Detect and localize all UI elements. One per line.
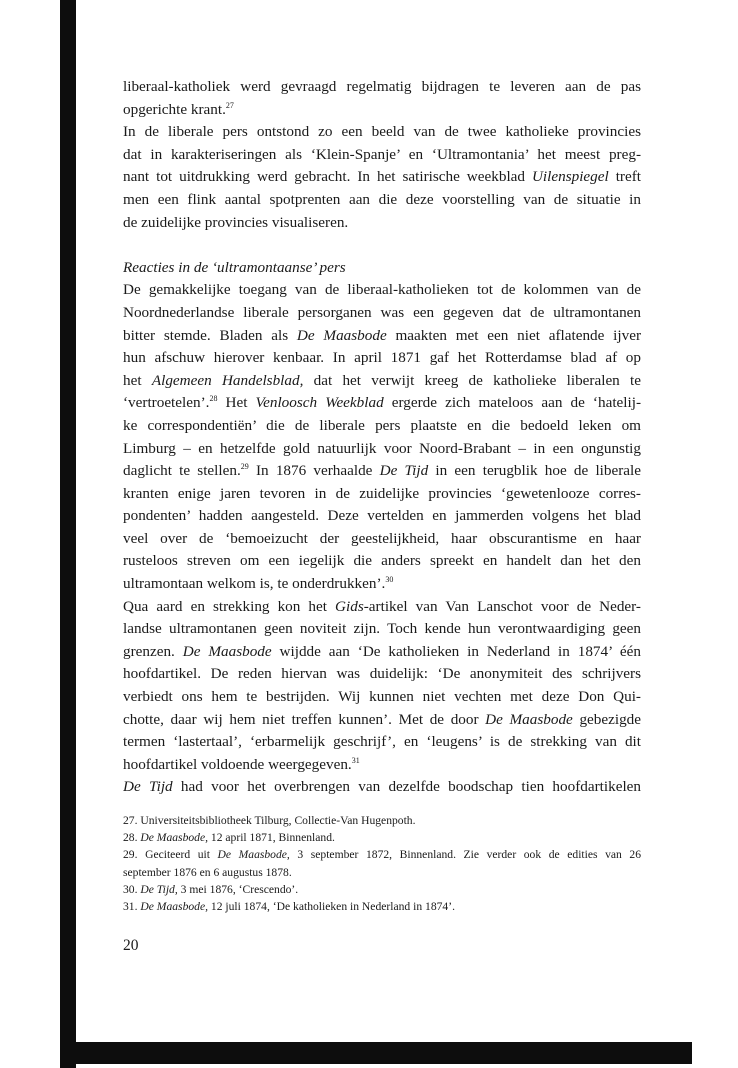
text-run: 27. Universiteitsbibliotheek Tilburg, Collectie-Van Hugenpoth. bbox=[123, 814, 416, 827]
text-run: ke correspondentiën’ die de liberale pers plaatste en die bedoeld leken om bbox=[123, 416, 641, 434]
text-run: verbiedt ons hem te bestrijden. Wij kunnen niet vechten met deze Don Qui- bbox=[123, 688, 641, 706]
text-run: maakten met een niet aflatende ijver bbox=[386, 326, 641, 344]
text-run: hoofdartikel voldoende weergegeven. bbox=[123, 755, 352, 773]
text-line bbox=[123, 76, 641, 99]
text-run: gebezigde bbox=[572, 710, 641, 728]
scan-edge-left bbox=[60, 0, 76, 1068]
text-run: bitter stemde. Bladen als bbox=[123, 326, 297, 344]
paragraph-gap bbox=[123, 234, 641, 257]
text-line bbox=[123, 302, 641, 325]
text-line bbox=[123, 121, 641, 144]
text-run: 30. bbox=[123, 882, 141, 896]
text-line bbox=[123, 776, 641, 799]
footnote-ref: 27 bbox=[225, 100, 234, 110]
text-line bbox=[123, 573, 641, 596]
text-run: daglicht te stellen. bbox=[123, 462, 241, 480]
footnote-ref: 30 bbox=[385, 575, 394, 585]
text-run: hun afschuw hierover kenbaar. In april 1871 gaf het Rotterdamse blad af op bbox=[123, 349, 641, 367]
text-line bbox=[123, 731, 641, 754]
footnote-line bbox=[123, 846, 641, 863]
text-run: Noordnederlandse liberale persorganen was een gegeven dat de ultramontanen bbox=[123, 303, 641, 321]
italic-text: Venloosch Weekblad bbox=[255, 394, 384, 412]
text-line bbox=[123, 415, 641, 438]
text-run: 29. Geciteerd uit bbox=[123, 848, 218, 862]
text-run: dat in karakteriseringen als ‘Klein-Spanje’ en ‘Ultramontania’ het meest preg- bbox=[123, 145, 641, 163]
italic-text: De Tijd bbox=[379, 462, 429, 480]
text-line bbox=[123, 166, 641, 189]
text-line bbox=[123, 279, 641, 302]
text-run: opgerichte krant. bbox=[123, 100, 226, 118]
text-line bbox=[123, 709, 641, 732]
text-run: veel over de ‘bemoeizucht der geestelijkheid, haar obscurantisme en haar bbox=[123, 529, 641, 547]
text-run: 31. bbox=[123, 899, 141, 913]
text-run: had voor het overbrengen van dezelfde boodschap tien hoofdartikelen bbox=[172, 778, 641, 796]
text-run: pondenten’ hadden aangesteld. Deze vertelden en jammerden volgens het blad bbox=[123, 507, 641, 525]
text-run: dat het verwijt kreeg de katholieke liberalen te bbox=[303, 371, 641, 389]
text-run: -artikel van Van Lanschot voor de Neder- bbox=[363, 597, 641, 615]
footnote-line bbox=[123, 812, 641, 829]
italic-text: De Maasbode bbox=[182, 642, 272, 660]
text-line bbox=[123, 325, 641, 348]
text-run: ergerde zich mateloos aan de ‘hatelij- bbox=[383, 394, 641, 412]
footnote-line bbox=[123, 881, 641, 898]
footnote-line bbox=[123, 898, 641, 915]
text-run: treft bbox=[608, 168, 641, 186]
text-run: hoofdartikel. De reden hiervan was duidelijk: ‘De anonymiteit des schrijvers bbox=[123, 665, 641, 683]
italic-text: Reacties in de ‘ultramontaanse’ pers bbox=[123, 258, 346, 276]
text-line bbox=[123, 189, 641, 212]
text-line bbox=[123, 347, 641, 370]
text-line bbox=[123, 460, 641, 483]
italic-text: Algemeen Handelsblad, bbox=[151, 371, 304, 389]
italic-text: Uilenspiegel bbox=[531, 168, 609, 186]
text-run: wijdde aan ‘De katholieken in Nederland in 1874’ één bbox=[271, 642, 641, 660]
text-line bbox=[123, 257, 641, 280]
italic-text: De Tijd, bbox=[140, 882, 178, 896]
text-line bbox=[123, 370, 641, 393]
text-line bbox=[123, 663, 641, 686]
text-run: de zuidelijke provincies visualiseren. bbox=[123, 213, 349, 231]
text-run: 3 september 1872, Binnenland. Zie verder ook de edities van 26 bbox=[289, 848, 641, 862]
text-line bbox=[123, 528, 641, 551]
text-run: In 1876 verhaalde bbox=[248, 462, 380, 480]
text-line bbox=[123, 641, 641, 664]
text-line bbox=[123, 438, 641, 461]
text-run: In de liberale pers ontstond zo een beeld van de twee katholieke provincies bbox=[123, 123, 641, 141]
text-line bbox=[123, 505, 641, 528]
text-line bbox=[123, 483, 641, 506]
text-line bbox=[123, 99, 641, 122]
text-run: kranten enige jaren tevoren in de zuidelijke provincies ‘gewetenlooze corres- bbox=[123, 484, 641, 502]
italic-text: De Maasbode, bbox=[140, 899, 209, 913]
italic-text: De Tijd bbox=[123, 778, 173, 796]
footnote-line bbox=[123, 829, 641, 846]
text-run: termen ‘lastertaal’, ‘erbarmelijk geschrijf’, en ‘leugens’ is de strekking van dit bbox=[123, 733, 641, 751]
text-run: grenzen. bbox=[123, 642, 183, 660]
italic-text: Gids bbox=[335, 597, 364, 615]
text-run: Limburg – en hetzelfde gold natuurlijk voor Noord-Brabant – in een ongunstig bbox=[123, 439, 641, 457]
scan-edge-bottom bbox=[60, 1042, 692, 1064]
text-run: het bbox=[123, 371, 152, 389]
text-line bbox=[123, 212, 641, 235]
text-run: Het bbox=[217, 394, 256, 412]
footnote-line bbox=[123, 864, 641, 881]
text-line bbox=[123, 618, 641, 641]
text-line bbox=[123, 686, 641, 709]
italic-text: De Maasbode bbox=[485, 710, 573, 728]
text-line bbox=[123, 392, 641, 415]
text-line bbox=[123, 144, 641, 167]
text-run: 28. bbox=[123, 831, 141, 845]
text-run: ultramontaan welkom is, te onderdrukken’. bbox=[123, 575, 386, 593]
italic-text: De Maasbode bbox=[296, 326, 387, 344]
footnote-ref: 28 bbox=[209, 394, 218, 404]
text-run: 12 juli 1874, ‘De katholieken in Nederland in 1874’. bbox=[208, 899, 455, 913]
text-run: nant tot uitdrukking werd gebracht. In het satirische weekblad bbox=[123, 168, 532, 186]
text-run: De gemakkelijke toegang van de liberaal-katholieken tot de kolommen van de bbox=[123, 281, 641, 299]
footnote-ref: 31 bbox=[351, 755, 360, 765]
page-number: 20 bbox=[123, 937, 139, 954]
text-line bbox=[123, 596, 641, 619]
italic-text: De Maasbode, bbox=[217, 848, 290, 862]
text-run: men een flink aantal spotprenten aan die deze voorstelling van de situatie in bbox=[123, 190, 641, 208]
text-run: liberaal-katholiek werd gevraagd regelmatig bijdragen te leveren aan de pas bbox=[123, 78, 641, 95]
text-run: chotte, daar wij hem niet treffen kunnen’. Met de door bbox=[123, 710, 486, 728]
text-run: Qua aard en strekking kon het bbox=[123, 597, 336, 615]
text-run: rusteloos streven om een iegelijk die anders spreekt en handelt dan het den bbox=[123, 552, 641, 570]
text-run: ‘vertroetelen’. bbox=[123, 394, 210, 412]
body-text bbox=[123, 76, 641, 799]
text-line bbox=[123, 550, 641, 573]
text-run: 3 mei 1876, ‘Crescendo’. bbox=[177, 882, 299, 896]
text-line bbox=[123, 754, 641, 777]
footnote-ref: 29 bbox=[240, 462, 249, 472]
footnotes bbox=[123, 812, 641, 915]
text-run: 12 april 1871, Binnenland. bbox=[208, 831, 335, 845]
text-run: september 1876 en 6 augustus 1878. bbox=[123, 865, 292, 879]
text-run: landse ultramontanen geen noviteit zijn. Toch kende hun verontwaardiging geen bbox=[123, 620, 641, 638]
text-run: in een terugblik hoe de liberale bbox=[428, 462, 641, 480]
italic-text: De Maasbode, bbox=[140, 831, 209, 845]
